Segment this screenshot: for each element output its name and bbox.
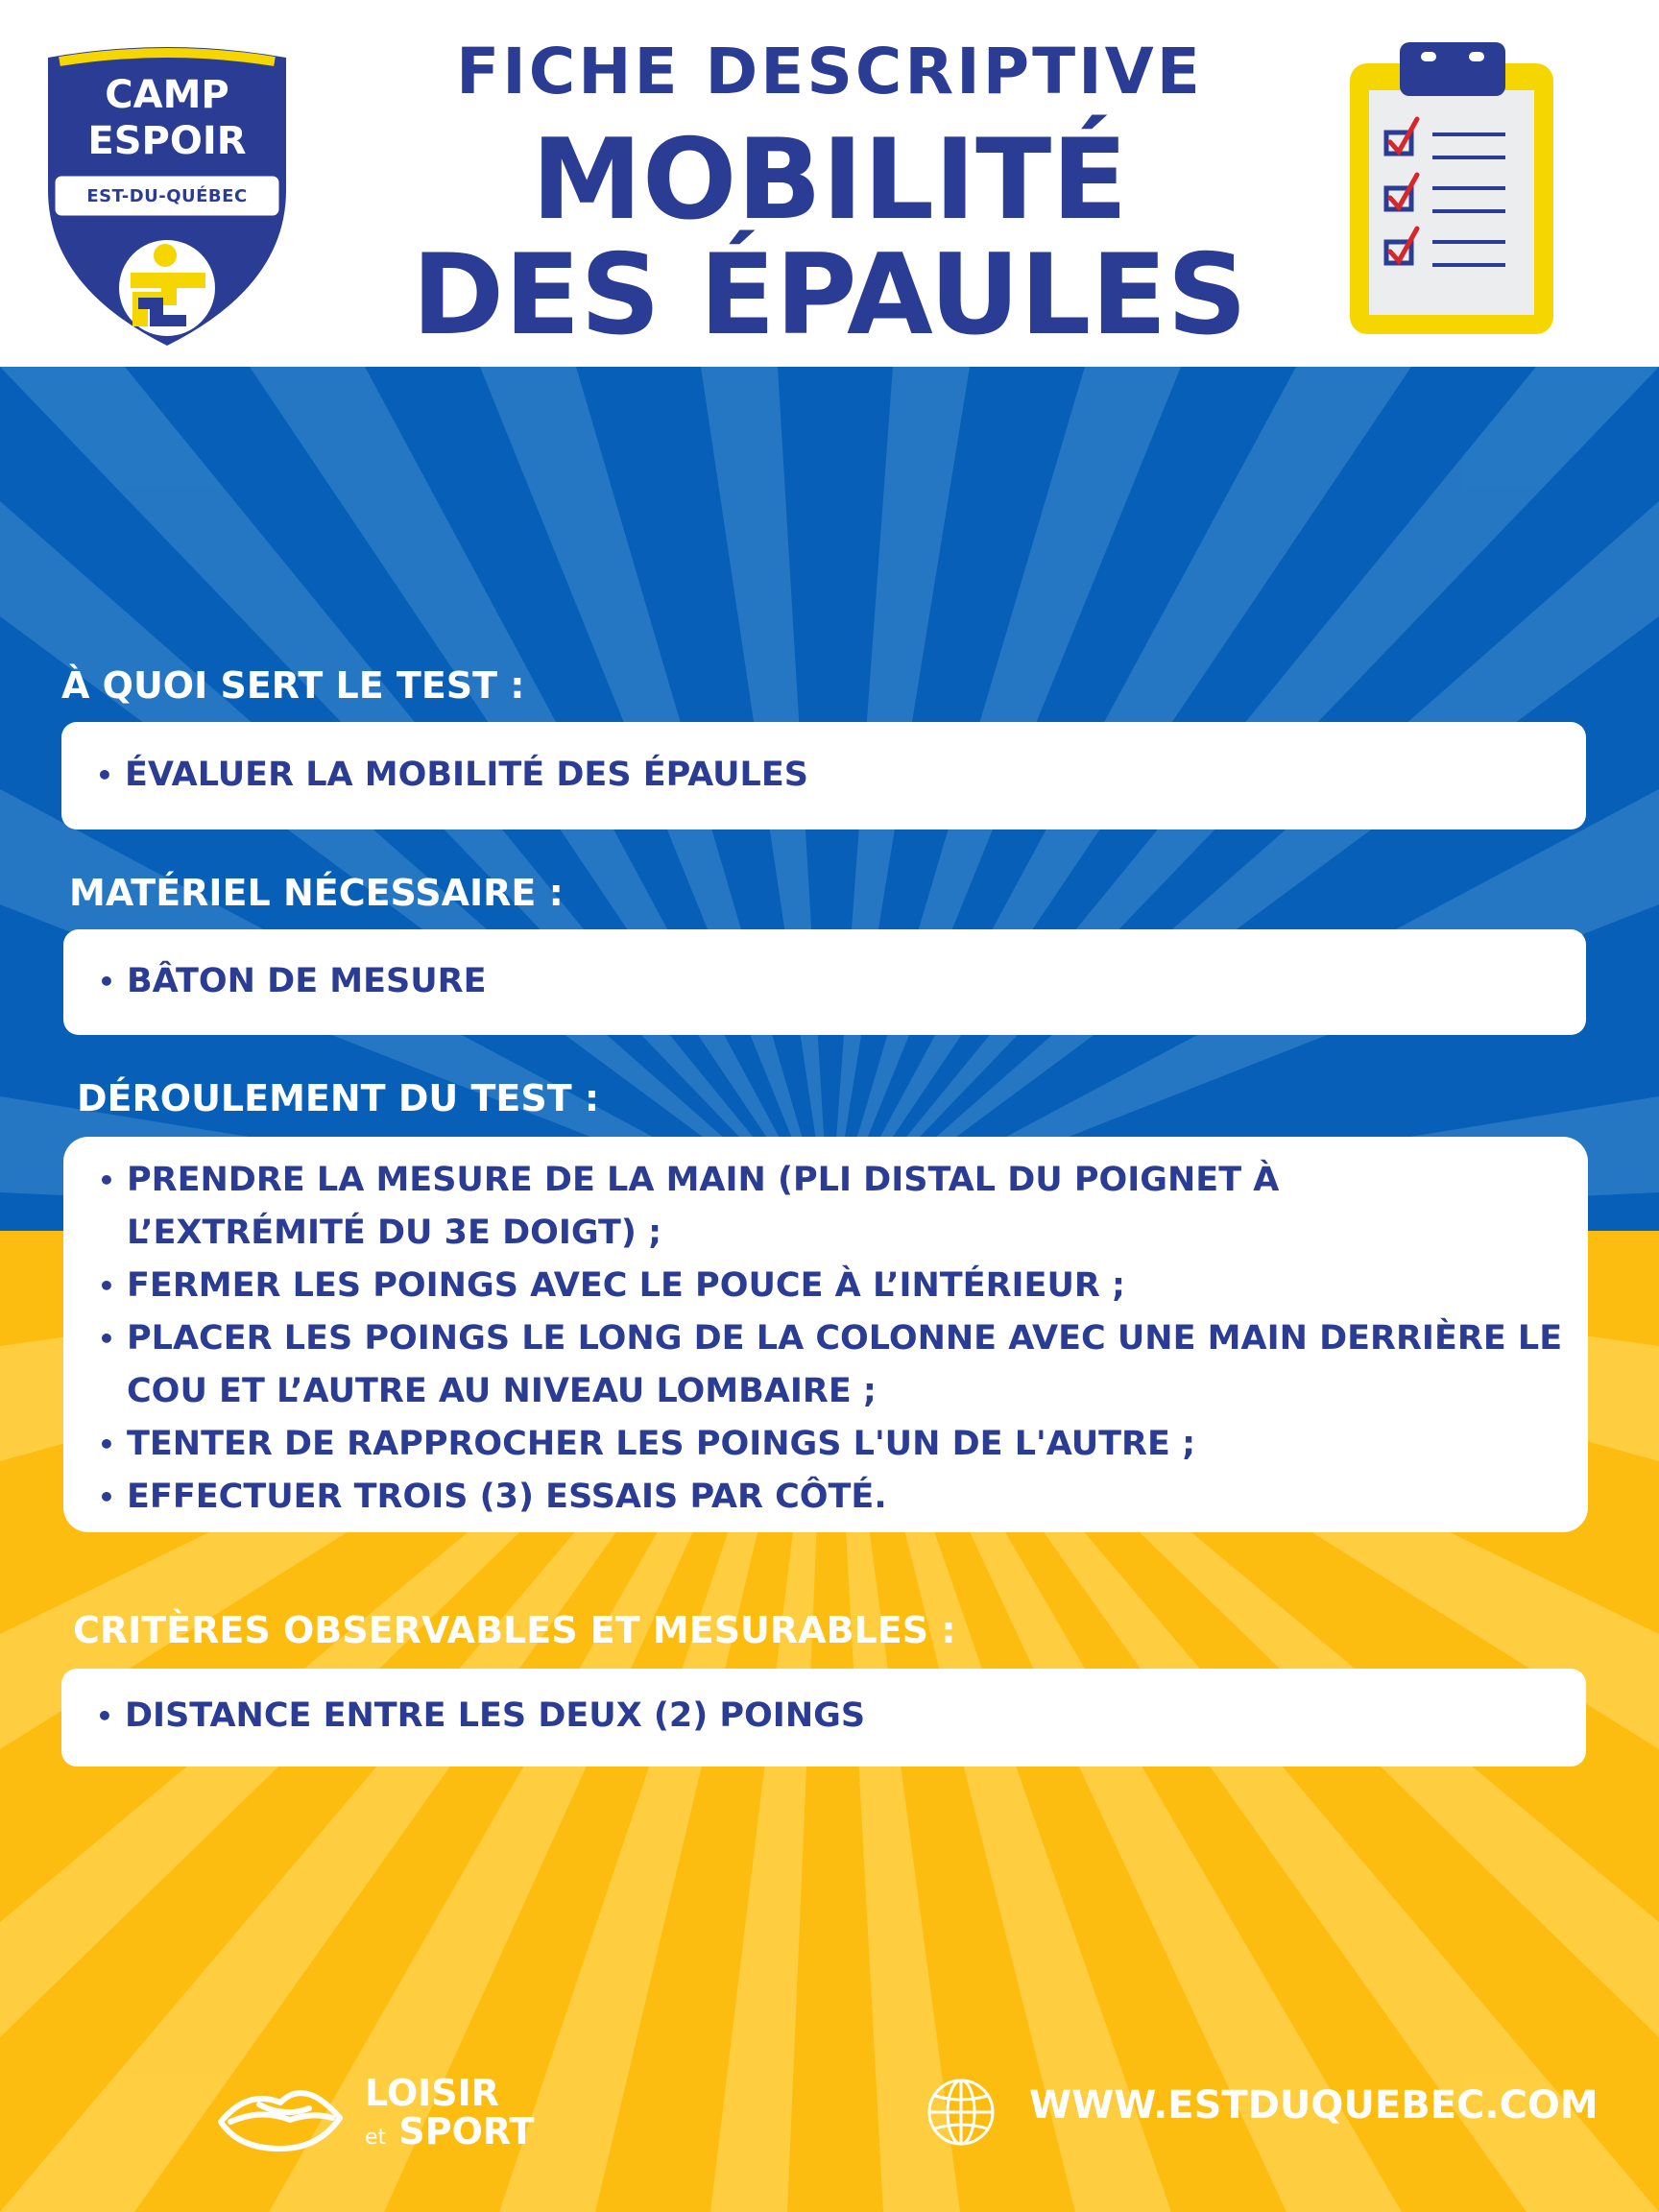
list-item: • EFFECTUER TROIS (3) ESSAIS PAR CÔTÉ.: [63, 1471, 1569, 1524]
procedure-list: [63, 1154, 1569, 1524]
page-title-line2: DES ÉPAULES: [411, 230, 1248, 360]
checklist-clipboard-icon: [1344, 40, 1559, 338]
globe-icon: [926, 2077, 997, 2148]
header: [0, 0, 1659, 367]
section-label-equipment: MATÉRIEL NÉCESSAIRE :: [69, 872, 564, 914]
website-link[interactable]: WWW.ESTDUQUEBEC.COM: [1029, 2083, 1599, 2128]
purpose-box: [61, 722, 1586, 830]
list-item: • FERMER LES POINGS AVEC LE POUCE À L’INTÉRIEUR ;: [63, 1260, 1569, 1312]
list-item: • TENTER DE RAPPROCHER LES POINGS L'UN DE L'AUTRE ;: [63, 1418, 1569, 1471]
section-label-purpose: À QUOI SERT LE TEST :: [61, 664, 525, 707]
brand-et: et: [365, 2126, 387, 2150]
list-item: • DISTANCE ENTRE LES DEUX (2) POINGS: [61, 1690, 1586, 1743]
brand-line-sport: SPORT: [398, 2110, 535, 2152]
list-item: • BÂTON DE MESURE: [63, 955, 1586, 1008]
purpose-list: [61, 749, 1586, 802]
section-label-procedure: DÉROULEMENT DU TEST :: [77, 1077, 600, 1119]
header-kicker: FICHE DESCRIPTIVE: [456, 35, 1203, 108]
logo-text-espoir: ESPOIR: [87, 119, 247, 163]
mountains-logo-icon: [213, 2066, 348, 2152]
logo-text-camp: CAMP: [105, 73, 229, 117]
list-item: • PLACER LES POINGS LE LONG DE LA COLONNE AVEC UNE MAIN DERRIÈRE LE COU ET L’AUTRE AU NIVEAU LOMBAIRE ;: [63, 1312, 1569, 1418]
section-label-criteria: CRITÈRES OBSERVABLES ET MESURABLES :: [73, 1609, 956, 1651]
page-title-line1: MOBILITÉ: [531, 115, 1128, 245]
criteria-box: [61, 1669, 1586, 1767]
equipment-box: [63, 929, 1586, 1035]
equipment-list: [63, 955, 1586, 1008]
criteria-list: [61, 1690, 1586, 1743]
procedure-box: [63, 1137, 1588, 1532]
list-item: • PRENDRE LA MESURE DE LA MAIN (PLI DISTAL DU POIGNET À L’EXTRÉMITÉ DU 3E DOIGT) ;: [63, 1154, 1569, 1260]
list-item: • ÉVALUER LA MOBILITÉ DES ÉPAULES: [61, 749, 1586, 802]
logo-text-region: EST-DU-QUÉBEC: [86, 186, 248, 206]
brand-line-loisir: LOISIR: [365, 2072, 500, 2114]
loisir-sport-brand: [365, 2074, 534, 2157]
